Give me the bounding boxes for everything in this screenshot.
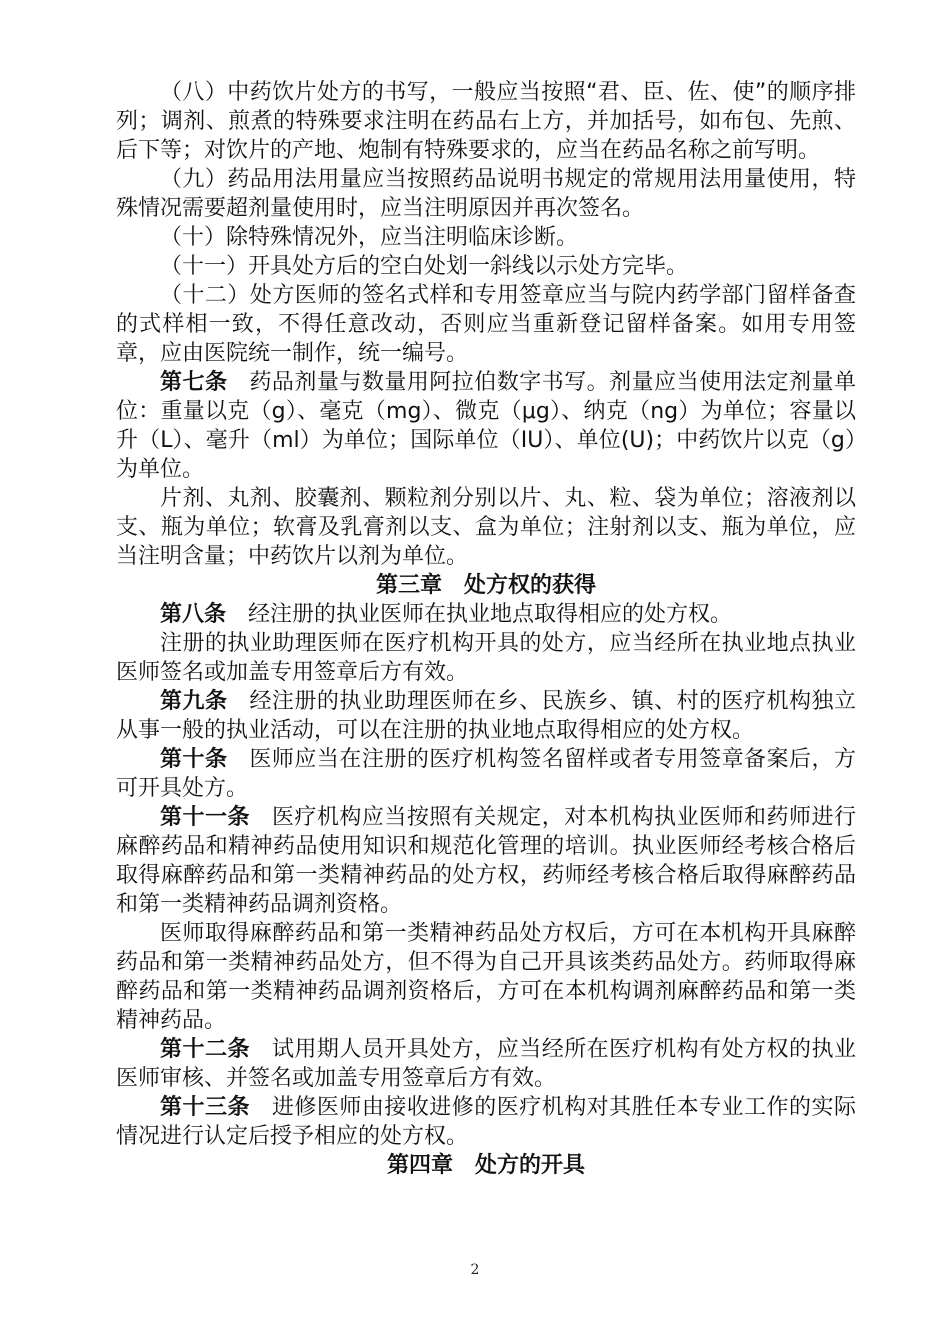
page-number: 2 (470, 1262, 480, 1278)
article-12-heading: 第十二条 (160, 1037, 250, 1062)
paragraph-9: （九）药品用法用量应当按照药品说明书规定的常规用法用量使用，特殊情况需要超剂量使用时，应当注明原因并再次签名。 (116, 167, 856, 221)
chapter-4-heading (116, 1151, 856, 1180)
article-8-heading: 第八条 (160, 602, 227, 627)
article-8 (116, 600, 856, 629)
article-8-text: 经注册的执业医师在执业地点取得相应的处方权。 (248, 602, 733, 627)
article-9-text: 经注册的执业助理医师在乡、民族乡、镇、村的医疗机构独立从事一般的执业活动，可以在注册的执业地点取得相应的处方权。 (116, 689, 856, 743)
paragraph-10: （十）除特殊情况外，应当注明临床诊断。 (160, 225, 579, 250)
chapter-4-number: 第四章 (386, 1153, 453, 1178)
article-11-heading: 第十一条 (160, 805, 250, 830)
article-11 (116, 803, 856, 919)
paragraph-8: （八）中药饮片处方的书写，一般应当按照“君、臣、佐、使”的顺序排列；调剂、煎煮的特殊要求注明在药品右上方，并加括号，如布包、先煎、后下等；对饮片的产地、炮制有特殊要求的，应当在药品名称之前写明。 (116, 80, 856, 163)
article-12-text: 试用期人员开具处方，应当经所在医疗机构有处方权的执业医师审核、并签名或加盖专用签章后方有效。 (116, 1037, 856, 1091)
paragraph-12: （十二）处方医师的签名式样和专用签章应当与院内药学部门留样备查的式样相一致，不得任意改动，否则应当重新登记留样备案。如用专用签章，应由医院统一制作，统一编号。 (116, 283, 856, 366)
article-11-text: 医疗机构应当按照有关规定，对本机构执业医师和药师进行麻醉药品和精神药品使用知识和规范化管理的培训。执业医师经考核合格后取得麻醉药品和第一类精神药品的处方权，药师经考核合格后取得麻醉药品和第一类精神药品调剂资格。 (116, 805, 856, 917)
article-12 (116, 1035, 856, 1093)
article-13-heading: 第十三条 (160, 1095, 250, 1120)
paragraph-assistant-physician: 注册的执业助理医师在医疗机构开具的处方，应当经所在执业地点执业医师签名或加盖专用签章后方有效。 (116, 631, 856, 685)
paragraph-narcotic-rights: 医师取得麻醉药品和第一类精神药品处方权后，方可在本机构开具麻醉药品和第一类精神药品处方，但不得为自己开具该类药品处方。药师取得麻醉药品和第一类精神药品调剂资格后，方可在本机构调剂麻醉药品和第一类精神药品。 (116, 921, 856, 1033)
article-9-heading: 第九条 (160, 689, 228, 714)
document-body (116, 78, 856, 1180)
article-10 (116, 745, 856, 803)
article-7-heading: 第七条 (160, 370, 228, 395)
paragraph-dosage-units: 片剂、丸剂、胶囊剂、颗粒剂分别以片、丸、粒、袋为单位；溶液剂以支、瓶为单位；软膏及乳膏剂以支、盒为单位；注射剂以支、瓶为单位，应当注明含量；中药饮片以剂为单位。 (116, 486, 856, 569)
paragraph-11: （十一）开具处方后的空白处划一斜线以示处方完毕。 (160, 254, 689, 279)
article-9 (116, 687, 856, 745)
article-7-text: 药品剂量与数量用阿拉伯数字书写。剂量应当使用法定剂量单位：重量以克（g）、毫克（mg）、微克（μg）、纳克（ng）为单位；容量以升（L）、毫升（ml）为单位；国际单位（IU）、单位(U)；中药饮片以克（g）为单位。 (116, 370, 856, 482)
article-10-text: 医师应当在注册的医疗机构签名留样或者专用签章备案后，方可开具处方。 (116, 747, 856, 801)
chapter-4-title: 处方的开具 (475, 1153, 586, 1178)
chapter-3-heading (116, 571, 856, 600)
chapter-3-number: 第三章 (375, 573, 442, 598)
article-13 (116, 1093, 856, 1151)
article-13-text: 进修医师由接收进修的医疗机构对其胜任本专业工作的实际情况进行认定后授予相应的处方权。 (116, 1095, 856, 1149)
chapter-3-title: 处方权的获得 (464, 573, 597, 598)
article-7 (116, 368, 856, 484)
article-10-heading: 第十条 (160, 747, 228, 772)
